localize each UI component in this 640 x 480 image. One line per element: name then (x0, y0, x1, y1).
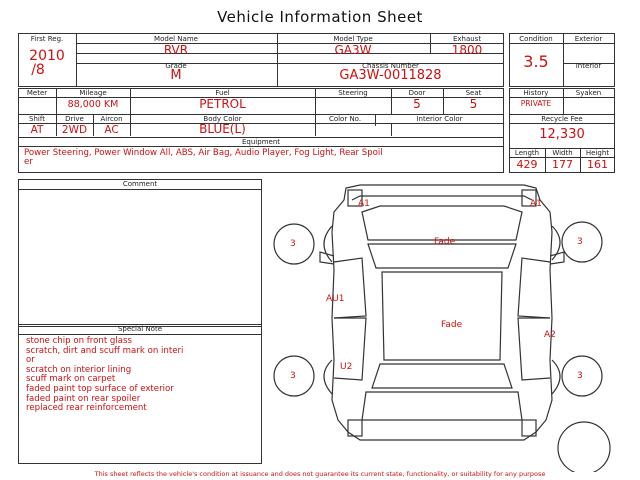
aircon-label: Aircon (100, 115, 123, 123)
fuel-label: Fuel (215, 89, 230, 97)
list-item: replaced rear reinforcement (26, 403, 147, 414)
first-reg-month: /8 (31, 62, 45, 78)
interior-color-label: Interior Color (416, 115, 463, 123)
spare-wheel (558, 422, 610, 472)
mark-front-right: A1 (530, 199, 542, 209)
body-color-label: Body Color (203, 115, 242, 123)
mileage-label: Mileage (79, 89, 107, 97)
interior-label: Interior (575, 62, 602, 70)
footer-disclaimer: This sheet reflects the vehicle's condition at issuance and does not guarantee its current state, functionality, or suitability for any purpose (94, 470, 546, 478)
equipment-line1: Power Steering, Power Window All, ABS, Air Bag, Audio Player, Fog Light, Rear Spoil (24, 148, 383, 158)
equipment-line2: er (24, 157, 33, 167)
door-label: Door (408, 89, 426, 97)
special-note-label: Special Note (117, 325, 163, 333)
list-item: or (26, 355, 35, 366)
first-reg-year: 2010 (29, 48, 65, 64)
mark-right-rear-door: A2 (544, 330, 556, 340)
mark-left-front-door: AU1 (326, 294, 345, 304)
history-value: PRIVATE (520, 99, 552, 108)
shift-value: AT (30, 124, 44, 136)
steering-label: Steering (338, 89, 368, 97)
fuel-value: PETROL (199, 97, 246, 111)
mileage-value: 88,000 KM (67, 99, 119, 110)
meter-label: Meter (26, 89, 48, 97)
condition-score: 3.5 (523, 52, 549, 71)
model-type-label: Model Type (333, 35, 373, 43)
width-label: Width (552, 149, 573, 157)
drive-value: 2WD (61, 124, 88, 136)
mark-left-rear: U2 (340, 362, 353, 372)
mark-roof: Fade (441, 320, 463, 330)
grade-label: Grade (165, 62, 187, 70)
list-item: faded paint top surface of exterior (26, 383, 174, 394)
history-label: History (523, 89, 549, 97)
mark-wheel-rl: 3 (290, 371, 296, 381)
recycle-fee-label: Recycle Fee (541, 115, 583, 123)
list-item: faded paint on rear spoiler (26, 393, 141, 404)
mark-front-left: A1 (358, 199, 370, 209)
list-item: scuff mark on carpet (26, 374, 116, 385)
exterior-label: Exterior (574, 35, 603, 43)
seat-label: Seat (465, 89, 482, 97)
exhaust-label: Exhaust (452, 35, 482, 43)
equipment-label: Equipment (242, 138, 280, 146)
model-name-label: Model Name (154, 35, 198, 43)
mark-hood: Fade (434, 237, 456, 247)
condition-label: Condition (519, 35, 553, 43)
exhaust-value: 1800 (451, 43, 483, 57)
mark-wheel-rr: 3 (577, 371, 583, 381)
width-value: 177 (552, 158, 573, 171)
height-value: 161 (587, 158, 608, 171)
drive-label: Drive (65, 115, 84, 123)
recycle-fee-value: 12,330 (539, 127, 585, 142)
chassis-number-label: Chassis Number (362, 62, 419, 70)
length-value: 429 (516, 158, 538, 171)
list-item: scratch, dirt and scuff mark on interi (26, 345, 184, 356)
shift-label: Shift (29, 115, 45, 123)
seat-value: 5 (469, 97, 478, 111)
mark-wheel-fr: 3 (577, 237, 583, 247)
length-label: Length (514, 149, 540, 157)
sheet-title: Vehicle Information Sheet (217, 8, 423, 26)
height-label: Height (585, 149, 610, 157)
aircon-value: AC (104, 124, 119, 136)
chassis-number-value: GA3W-0011828 (339, 68, 442, 83)
special-note-list (26, 337, 260, 414)
first-reg-label: First Reg. (30, 35, 64, 43)
comment-label: Comment (122, 180, 158, 188)
list-item: scratch on interior lining (26, 364, 132, 375)
grade-value: M (170, 68, 182, 83)
model-name-value: RVR (163, 43, 189, 57)
model-type-value: GA3W (334, 43, 372, 57)
body-color-value: BLUE(L) (199, 122, 246, 136)
door-value: 5 (413, 97, 421, 111)
syaken-label: Syaken (575, 89, 602, 97)
color-no-label: Color No. (328, 115, 362, 123)
mark-wheel-fl: 3 (290, 239, 296, 249)
list-item: stone chip on front glass (26, 336, 132, 346)
comment-box (18, 179, 262, 327)
